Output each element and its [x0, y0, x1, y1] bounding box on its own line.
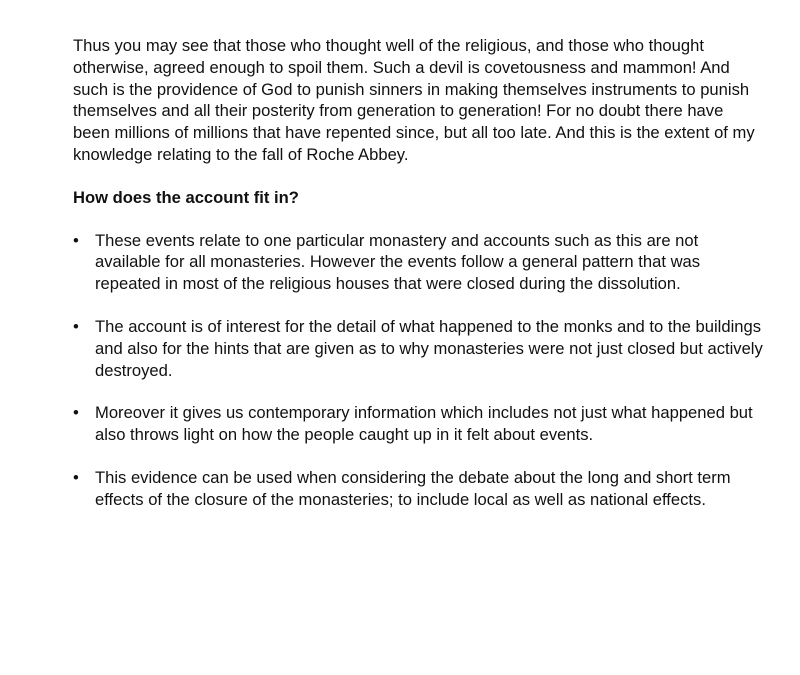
list-item: [73, 402, 763, 446]
intro-paragraph: Thus you may see that those who thought well of the religious, and those who thought otherwise, agreed enough to spoil them. Such a devil is covetousness and mammon! And such is the providence of God to punish sinners in making themselves instruments to punish themselves and all their posterity from generation to generation! For no doubt there have been millions of millions that have repented since, but all too late. And this is the extent of my knowledge relating to the fall of Roche Abbey.: [73, 36, 755, 164]
list-item: [73, 467, 763, 511]
list-item-text: Moreover it gives us contemporary information which includes not just what happened but also throws light on how the people caught up in it felt about events.: [95, 403, 753, 445]
bullet-icon: •: [73, 316, 79, 336]
list-item-text: This evidence can be used when considering the debate about the long and short term effects of the closure of the monasteries; to include local as well as national effects.: [95, 467, 731, 509]
bullet-icon: •: [73, 467, 79, 487]
bullet-icon: •: [73, 230, 79, 250]
list-item: [73, 230, 763, 295]
list-item: [73, 316, 763, 381]
section-heading: How does the account fit in?: [73, 187, 299, 207]
bullet-icon: •: [73, 403, 79, 423]
document-page: [73, 35, 763, 532]
bullet-list: [73, 230, 763, 511]
list-item-text: The account is of interest for the detail of what happened to the monks and to the buildings and also for the hints that are given as to why monasteries were not just closed but actively destroyed.: [95, 316, 763, 380]
list-item-text: These events relate to one particular monastery and accounts such as this are not available for all monasteries. However the events follow a general pattern that was repeated in most of the religious houses that were closed during the dissolution.: [95, 230, 701, 294]
